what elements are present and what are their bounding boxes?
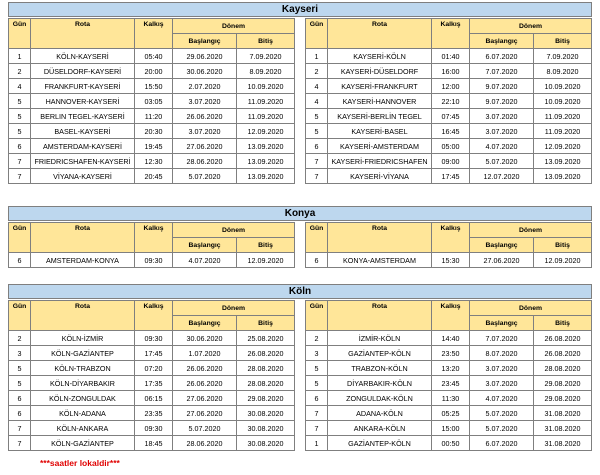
- header-route: Rota: [328, 301, 432, 331]
- start-date-cell: 6.07.2020: [470, 436, 534, 451]
- start-date-cell: 9.07.2020: [470, 94, 534, 109]
- table-row: [9, 154, 295, 169]
- route-cell: KAYSERİ-FRIEDRICSHAFEN: [328, 154, 432, 169]
- end-date-cell: 11.09.2020: [237, 94, 295, 109]
- route-cell: KAYSERİ-KÖLN: [328, 49, 432, 64]
- route-cell: GAZİANTEP-KÖLN: [328, 436, 432, 451]
- day-cell: 5: [306, 361, 328, 376]
- route-cell: İZMİR-KÖLN: [328, 331, 432, 346]
- header-day: Gün: [9, 301, 31, 331]
- departure-cell: 19:45: [135, 139, 173, 154]
- departure-cell: 23:50: [432, 346, 470, 361]
- end-date-cell: 29.08.2020: [237, 391, 295, 406]
- end-date-cell: 13.09.2020: [534, 169, 592, 184]
- end-date-cell: 29.08.2020: [534, 391, 592, 406]
- route-cell: KÖLN-ADANA: [31, 406, 135, 421]
- header-day: Gün: [9, 223, 31, 253]
- route-cell: BERLIN TEGEL-KAYSERİ: [31, 109, 135, 124]
- departure-cell: 15:30: [432, 253, 470, 268]
- departure-cell: 11:20: [135, 109, 173, 124]
- day-cell: 1: [306, 49, 328, 64]
- end-date-cell: 10.09.2020: [237, 79, 295, 94]
- day-cell: 4: [306, 94, 328, 109]
- departure-cell: 13:20: [432, 361, 470, 376]
- header-departure: Kalkış: [135, 223, 173, 253]
- table-row: [306, 169, 592, 184]
- header-departure: Kalkış: [135, 301, 173, 331]
- end-date-cell: 13.09.2020: [237, 169, 295, 184]
- end-date-cell: 28.08.2020: [237, 376, 295, 391]
- end-date-cell: 29.08.2020: [534, 376, 592, 391]
- route-cell: GAZİANTEP-KÖLN: [328, 346, 432, 361]
- header-day: Gün: [306, 223, 328, 253]
- table-row: [306, 64, 592, 79]
- start-date-cell: 5.07.2020: [470, 421, 534, 436]
- start-date-cell: 27.06.2020: [173, 139, 237, 154]
- start-date-cell: 27.06.2020: [173, 406, 237, 421]
- start-date-cell: 1.07.2020: [173, 346, 237, 361]
- start-date-cell: 3.07.2020: [470, 361, 534, 376]
- day-cell: 7: [306, 406, 328, 421]
- start-date-cell: 27.06.2020: [470, 253, 534, 268]
- departure-cell: 14:40: [432, 331, 470, 346]
- header-end: Bitiş: [534, 238, 592, 253]
- table-row: [306, 346, 592, 361]
- header-day: Gün: [306, 19, 328, 49]
- end-date-cell: 10.09.2020: [534, 79, 592, 94]
- header-start: Başlangıç: [173, 316, 237, 331]
- start-date-cell: 28.06.2020: [173, 154, 237, 169]
- start-date-cell: 3.07.2020: [470, 124, 534, 139]
- city-title-kayseri: Kayseri: [8, 2, 592, 17]
- route-cell: KAYSERİ-AMSTERDAM: [328, 139, 432, 154]
- departure-cell: 09:30: [135, 421, 173, 436]
- departure-cell: 17:45: [135, 346, 173, 361]
- day-cell: 6: [306, 391, 328, 406]
- koln-outbound-table: [8, 300, 295, 451]
- header-departure: Kalkış: [432, 301, 470, 331]
- day-cell: 1: [9, 49, 31, 64]
- route-cell: VİYANA-KAYSERİ: [31, 169, 135, 184]
- header-end: Bitiş: [534, 316, 592, 331]
- route-cell: DİYARBAKIR-KÖLN: [328, 376, 432, 391]
- table-row: [9, 49, 295, 64]
- start-date-cell: 26.06.2020: [173, 376, 237, 391]
- day-cell: 7: [9, 421, 31, 436]
- koln-return-table: [305, 300, 592, 451]
- departure-cell: 23:45: [432, 376, 470, 391]
- start-date-cell: 26.06.2020: [173, 109, 237, 124]
- start-date-cell: 5.07.2020: [470, 154, 534, 169]
- route-cell: FRANKFURT-KAYSERİ: [31, 79, 135, 94]
- end-date-cell: 26.08.2020: [237, 346, 295, 361]
- route-cell: KÖLN-GAZİANTEP: [31, 436, 135, 451]
- konya-return-table: [305, 222, 592, 268]
- day-cell: 4: [9, 79, 31, 94]
- departure-cell: 05:00: [432, 139, 470, 154]
- day-cell: 5: [306, 376, 328, 391]
- end-date-cell: 30.08.2020: [237, 421, 295, 436]
- end-date-cell: 13.09.2020: [534, 154, 592, 169]
- header-start: Başlangıç: [173, 34, 237, 49]
- day-cell: 6: [9, 406, 31, 421]
- table-row: [9, 346, 295, 361]
- departure-cell: 05:40: [135, 49, 173, 64]
- route-cell: ADANA-KÖLN: [328, 406, 432, 421]
- day-cell: 6: [306, 139, 328, 154]
- route-cell: KAYSERİ-BERLİN TEGEL: [328, 109, 432, 124]
- local-time-note: ***saatler lokaldir***: [40, 458, 120, 468]
- departure-cell: 07:20: [135, 361, 173, 376]
- day-cell: 5: [9, 376, 31, 391]
- header-start: Başlangıç: [470, 316, 534, 331]
- table-row: [9, 361, 295, 376]
- start-date-cell: 4.07.2020: [470, 391, 534, 406]
- departure-cell: 23:35: [135, 406, 173, 421]
- day-cell: 3: [9, 346, 31, 361]
- end-date-cell: 7.09.2020: [237, 49, 295, 64]
- table-row: [9, 391, 295, 406]
- start-date-cell: 3.07.2020: [470, 109, 534, 124]
- route-cell: AMSTERDAM-KONYA: [31, 253, 135, 268]
- end-date-cell: 8.09.2020: [534, 64, 592, 79]
- day-cell: 7: [9, 436, 31, 451]
- end-date-cell: 30.08.2020: [237, 406, 295, 421]
- start-date-cell: 27.06.2020: [173, 391, 237, 406]
- day-cell: 7: [9, 154, 31, 169]
- table-row: [9, 436, 295, 451]
- departure-cell: 06:15: [135, 391, 173, 406]
- day-cell: 5: [9, 124, 31, 139]
- departure-cell: 18:45: [135, 436, 173, 451]
- day-cell: 7: [306, 421, 328, 436]
- day-cell: 2: [9, 331, 31, 346]
- day-cell: 5: [306, 109, 328, 124]
- table-row: [9, 124, 295, 139]
- header-day: Gün: [306, 301, 328, 331]
- start-date-cell: 28.06.2020: [173, 436, 237, 451]
- start-date-cell: 5.07.2020: [173, 169, 237, 184]
- departure-cell: 22:10: [432, 94, 470, 109]
- header-departure: Kalkış: [135, 19, 173, 49]
- header-departure: Kalkış: [432, 223, 470, 253]
- day-cell: 6: [306, 253, 328, 268]
- departure-cell: 20:00: [135, 64, 173, 79]
- route-cell: ZONGULDAK-KÖLN: [328, 391, 432, 406]
- departure-cell: 16:00: [432, 64, 470, 79]
- day-cell: 2: [306, 331, 328, 346]
- end-date-cell: 11.09.2020: [534, 124, 592, 139]
- table-row: [306, 154, 592, 169]
- route-cell: AMSTERDAM-KAYSERİ: [31, 139, 135, 154]
- route-cell: KAYSERİ-FRANKFURT: [328, 79, 432, 94]
- header-start: Başlangıç: [470, 238, 534, 253]
- departure-cell: 11:30: [432, 391, 470, 406]
- start-date-cell: 30.06.2020: [173, 64, 237, 79]
- table-row: [306, 139, 592, 154]
- route-cell: KAYSERİ-BASEL: [328, 124, 432, 139]
- start-date-cell: 30.06.2020: [173, 331, 237, 346]
- route-cell: TRABZON-KÖLN: [328, 361, 432, 376]
- start-date-cell: 7.07.2020: [470, 64, 534, 79]
- end-date-cell: 30.08.2020: [237, 436, 295, 451]
- start-date-cell: 4.07.2020: [470, 139, 534, 154]
- start-date-cell: 12.07.2020: [470, 169, 534, 184]
- header-period: Dönem: [173, 19, 295, 34]
- end-date-cell: 12.09.2020: [534, 253, 592, 268]
- departure-cell: 05:25: [432, 406, 470, 421]
- day-cell: 2: [306, 64, 328, 79]
- table-row: [306, 376, 592, 391]
- start-date-cell: 29.06.2020: [173, 49, 237, 64]
- departure-cell: 17:35: [135, 376, 173, 391]
- table-row: [306, 124, 592, 139]
- table-row: [9, 94, 295, 109]
- header-period: Dönem: [470, 19, 592, 34]
- start-date-cell: 3.07.2020: [470, 376, 534, 391]
- end-date-cell: 31.08.2020: [534, 421, 592, 436]
- route-cell: KAYSERİ-DÜSELDORF: [328, 64, 432, 79]
- end-date-cell: 12.09.2020: [534, 139, 592, 154]
- route-cell: BASEL-KAYSERİ: [31, 124, 135, 139]
- day-cell: 3: [306, 346, 328, 361]
- end-date-cell: 26.08.2020: [534, 346, 592, 361]
- route-cell: KÖLN-GAZİANTEP: [31, 346, 135, 361]
- route-cell: KÖLN-DİYARBAKIR: [31, 376, 135, 391]
- table-row: [306, 391, 592, 406]
- table-row: [9, 406, 295, 421]
- table-row: [9, 64, 295, 79]
- header-route: Rota: [31, 19, 135, 49]
- day-cell: 6: [9, 139, 31, 154]
- table-row: [9, 253, 295, 268]
- header-end: Bitiş: [237, 238, 295, 253]
- header-start: Başlangıç: [470, 34, 534, 49]
- end-date-cell: 12.09.2020: [237, 124, 295, 139]
- route-cell: KONYA-AMSTERDAM: [328, 253, 432, 268]
- departure-cell: 09:30: [135, 253, 173, 268]
- table-row: [9, 376, 295, 391]
- departure-cell: 12:00: [432, 79, 470, 94]
- header-period: Dönem: [470, 223, 592, 238]
- end-date-cell: 11.09.2020: [534, 109, 592, 124]
- table-row: [9, 169, 295, 184]
- header-departure: Kalkış: [432, 19, 470, 49]
- end-date-cell: 13.09.2020: [237, 154, 295, 169]
- departure-cell: 00:50: [432, 436, 470, 451]
- day-cell: 5: [9, 94, 31, 109]
- day-cell: 5: [9, 361, 31, 376]
- end-date-cell: 28.08.2020: [534, 361, 592, 376]
- departure-cell: 09:30: [135, 331, 173, 346]
- day-cell: 6: [9, 391, 31, 406]
- table-row: [306, 49, 592, 64]
- route-cell: DÜSELDORF-KAYSERİ: [31, 64, 135, 79]
- header-route: Rota: [31, 301, 135, 331]
- start-date-cell: 6.07.2020: [470, 49, 534, 64]
- day-cell: 7: [306, 154, 328, 169]
- header-start: Başlangıç: [173, 238, 237, 253]
- end-date-cell: 8.09.2020: [237, 64, 295, 79]
- end-date-cell: 31.08.2020: [534, 436, 592, 451]
- table-row: [9, 109, 295, 124]
- start-date-cell: 5.07.2020: [173, 421, 237, 436]
- table-row: [9, 139, 295, 154]
- header-route: Rota: [328, 223, 432, 253]
- header-route: Rota: [31, 223, 135, 253]
- start-date-cell: 3.07.2020: [173, 124, 237, 139]
- day-cell: 6: [9, 253, 31, 268]
- end-date-cell: 31.08.2020: [534, 406, 592, 421]
- table-row: [9, 421, 295, 436]
- end-date-cell: 7.09.2020: [534, 49, 592, 64]
- day-cell: 5: [306, 124, 328, 139]
- header-period: Dönem: [173, 223, 295, 238]
- departure-cell: 16:45: [432, 124, 470, 139]
- route-cell: KAYSERİ-VİYANA: [328, 169, 432, 184]
- start-date-cell: 4.07.2020: [173, 253, 237, 268]
- departure-cell: 15:50: [135, 79, 173, 94]
- header-day: Gün: [9, 19, 31, 49]
- end-date-cell: 25.08.2020: [237, 331, 295, 346]
- start-date-cell: 26.06.2020: [173, 361, 237, 376]
- table-row: [9, 331, 295, 346]
- route-cell: HANNOVER-KAYSERİ: [31, 94, 135, 109]
- end-date-cell: 26.08.2020: [534, 331, 592, 346]
- end-date-cell: 11.09.2020: [237, 109, 295, 124]
- route-cell: KÖLN-ANKARA: [31, 421, 135, 436]
- route-cell: KÖLN-TRABZON: [31, 361, 135, 376]
- start-date-cell: 2.07.2020: [173, 79, 237, 94]
- kayseri-outbound-table: [8, 18, 295, 184]
- city-title-konya: Konya: [8, 206, 592, 221]
- table-row: [306, 361, 592, 376]
- route-cell: FRIEDRICSHAFEN-KAYSERİ: [31, 154, 135, 169]
- kayseri-return-table: [305, 18, 592, 184]
- table-row: [9, 79, 295, 94]
- departure-cell: 07:45: [432, 109, 470, 124]
- table-row: [306, 331, 592, 346]
- table-row: [306, 406, 592, 421]
- end-date-cell: 28.08.2020: [237, 361, 295, 376]
- start-date-cell: 7.07.2020: [470, 331, 534, 346]
- table-row: [306, 436, 592, 451]
- header-end: Bitiş: [237, 316, 295, 331]
- start-date-cell: 9.07.2020: [470, 79, 534, 94]
- route-cell: KÖLN-ZONGULDAK: [31, 391, 135, 406]
- table-row: [306, 79, 592, 94]
- day-cell: 5: [9, 109, 31, 124]
- table-row: [306, 421, 592, 436]
- header-period: Dönem: [173, 301, 295, 316]
- start-date-cell: 8.07.2020: [470, 346, 534, 361]
- header-end: Bitiş: [237, 34, 295, 49]
- city-title-koln: Köln: [8, 284, 592, 299]
- start-date-cell: 3.07.2020: [173, 94, 237, 109]
- route-cell: KÖLN-KAYSERİ: [31, 49, 135, 64]
- departure-cell: 03:05: [135, 94, 173, 109]
- konya-outbound-table: [8, 222, 295, 268]
- day-cell: 7: [9, 169, 31, 184]
- departure-cell: 17:45: [432, 169, 470, 184]
- header-end: Bitiş: [534, 34, 592, 49]
- day-cell: 4: [306, 79, 328, 94]
- day-cell: 2: [9, 64, 31, 79]
- route-cell: ANKARA-KÖLN: [328, 421, 432, 436]
- end-date-cell: 13.09.2020: [237, 139, 295, 154]
- departure-cell: 01:40: [432, 49, 470, 64]
- route-cell: KAYSERİ-HANNOVER: [328, 94, 432, 109]
- departure-cell: 20:30: [135, 124, 173, 139]
- departure-cell: 09:00: [432, 154, 470, 169]
- day-cell: 1: [306, 436, 328, 451]
- end-date-cell: 12.09.2020: [237, 253, 295, 268]
- start-date-cell: 5.07.2020: [470, 406, 534, 421]
- departure-cell: 15:00: [432, 421, 470, 436]
- table-row: [306, 94, 592, 109]
- departure-cell: 12:30: [135, 154, 173, 169]
- table-row: [306, 109, 592, 124]
- route-cell: KÖLN-İZMİR: [31, 331, 135, 346]
- day-cell: 7: [306, 169, 328, 184]
- end-date-cell: 10.09.2020: [534, 94, 592, 109]
- table-row: [306, 253, 592, 268]
- header-route: Rota: [328, 19, 432, 49]
- header-period: Dönem: [470, 301, 592, 316]
- departure-cell: 20:45: [135, 169, 173, 184]
